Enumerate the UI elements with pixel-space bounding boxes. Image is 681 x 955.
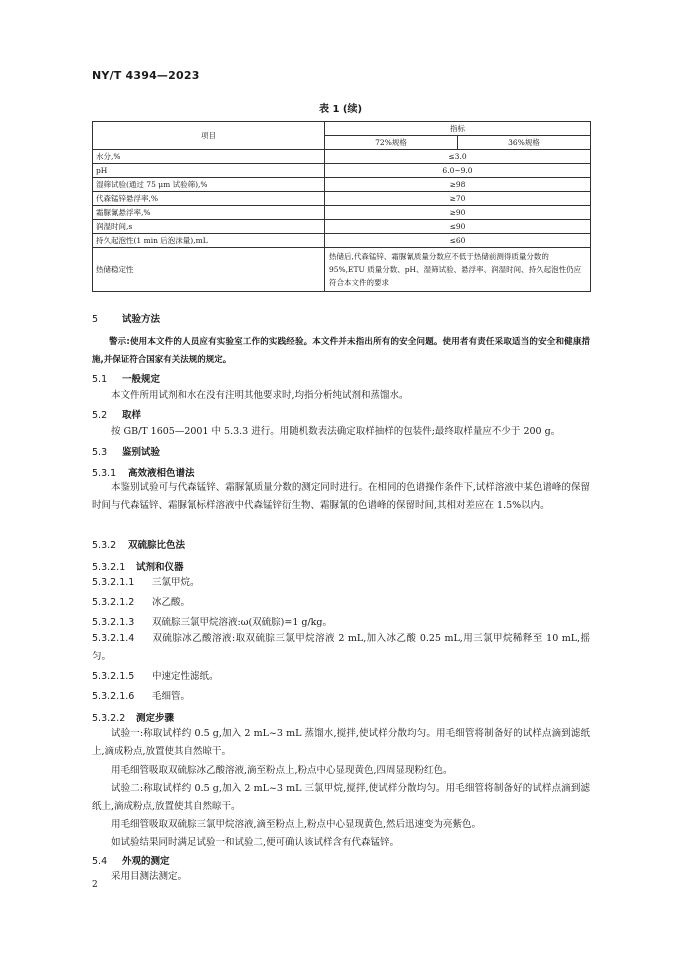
table-row: 润湿时间,s ≤90 (93, 220, 591, 234)
table-row-stability: 热储稳定性 热储后,代森锰锌、霜脲氰质量分数应不低于热储前测得质量分数的 95%,ETU 质量分数、pH、湿筛试验、悬浮率、润湿时间、持久起泡性仍应符合本文件的要求 (93, 248, 591, 292)
table-row: 水分,% ≤3.0 (93, 150, 591, 164)
table-row: 持久起泡性(1 min 后泡沫量),mL ≤60 (93, 234, 591, 248)
section-5-4-text: 采用目测法测定。 (111, 871, 188, 882)
section-5-1-heading: 5.1 一般规定 (92, 374, 161, 385)
procedure-step: 试验二:称取试样约 0.5 g,加入 2 mL~3 mL 三氯甲烷,搅拌,使试样分散均匀。用毛细管将制备好的试样点滴到滤纸上,滴成粉点,放置使其自然晾干。 (92, 783, 590, 812)
section-5-3-2-heading: 5.3.2 双硫腙比色法 (92, 540, 186, 551)
procedure-step: 试验一:称取试样约 0.5 g,加入 2 mL~3 mL 蒸馏水,搅拌,使试样分散均匀。用毛细管将制备好的试样点滴到滤纸上,滴成粉点,放置使其自然晾干。 (92, 728, 590, 757)
section-5-heading: 5 试验方法 (92, 314, 161, 325)
section-5-3-2-1-heading: 5.3.2.1 试剂和仪器 (92, 562, 184, 573)
section-5-4-heading: 5.4 外观的测定 (92, 856, 170, 867)
reagent-item: 5.3.2.1.4 双硫腙冰乙酸溶液:取双硫腙三氯甲烷溶液 2 mL,加入冰乙酸 0.25 mL,用三氯甲烷稀释至 10 mL,摇匀。 (92, 633, 590, 662)
stability-note: 热储后,代森锰锌、霜脲氰质量分数应不低于热储前测得质量分数的 95%,ETU 质量分数、pH、湿筛试验、悬浮率、润湿时间、持久起泡性仍应符合本文件的要求 (325, 248, 591, 292)
standard-code-header: NY/T 4394—2023 (92, 69, 200, 82)
reagent-item: 5.3.2.1.2 冰乙酸。 (92, 597, 191, 608)
section-5-3-heading: 5.3 鉴别试验 (92, 447, 161, 458)
section-5-3-1-text: 本鉴别试验可与代森锰锌、霜脲氰质量分数的测定同时进行。在相同的色谱操作条件下,试样溶液中某色谱峰的保留时间与代森锰锌、霜脲氰标样溶液中代森锰锌衍生物、霜脲氰的色谱峰的保留时间,其相对差应在 1.5%以内。 (92, 482, 590, 511)
reagent-item: 5.3.2.1.3 双硫腙三氯甲烷溶液:ω(双硫腙)=1 g/kg。 (92, 617, 333, 628)
page-number: 2 (92, 880, 98, 890)
col-header-item: 项目 (93, 122, 325, 150)
table-row: 霜脲氰悬浮率,% ≥90 (93, 206, 591, 220)
reagent-item: 5.3.2.1.5 中速定性滤纸。 (92, 671, 219, 682)
table-caption: 表 1 (续) (318, 104, 363, 115)
col-header-index: 指标 (325, 122, 591, 136)
reagent-item: 5.3.2.1.6 毛细管。 (92, 691, 191, 702)
section-5-2-heading: 5.2 取样 (92, 410, 142, 421)
table-row: 湿筛试验(通过 75 μm 试验筛),% ≥98 (93, 178, 591, 192)
col-header-36: 36%规格 (458, 136, 591, 150)
table-row: 代森锰锌悬浮率,% ≥70 (93, 192, 591, 206)
section-5-3-2-2-heading: 5.3.2.2 测定步骤 (92, 713, 175, 724)
procedure-step: 用毛细管吸取双硫腙三氯甲烷溶液,滴至粉点上,粉点中心显现黄色,然后迅速变为亮紫色。 (111, 819, 482, 830)
table-row: pH 6.0~9.0 (93, 164, 591, 178)
procedure-step: 用毛细管吸取双硫腙冰乙酸溶液,滴至粉点上,粉点中心显现黄色,四周显现粉红色。 (111, 765, 453, 776)
section-5-1-text: 本文件所用试剂和水在没有注明其他要求时,均指分析纯试剂和蒸馏水。 (111, 390, 409, 401)
section-5-2-text: 按 GB/T 1605—2001 中 5.3.3 进行。用随机数表法确定取样抽样的包装件;最终取样量应不少于 200 g。 (111, 426, 561, 437)
specification-table (92, 121, 591, 292)
reagent-item: 5.3.2.1.1 三氯甲烷。 (92, 577, 200, 588)
col-header-72: 72%规格 (325, 136, 458, 150)
procedure-step: 如试验结果同时满足试验一和试验二,便可确认该试样含有代森锰锌。 (111, 837, 400, 848)
warning-note: 警示:使用本文件的人员应有实验室工作的实践经验。本文件并未指出所有的安全问题。使用者有责任采取适当的安全和健康措施,并保证符合国家有关法规的规定。 (92, 337, 590, 365)
section-5-3-1-heading: 5.3.1 高效液相色谱法 (92, 468, 195, 479)
